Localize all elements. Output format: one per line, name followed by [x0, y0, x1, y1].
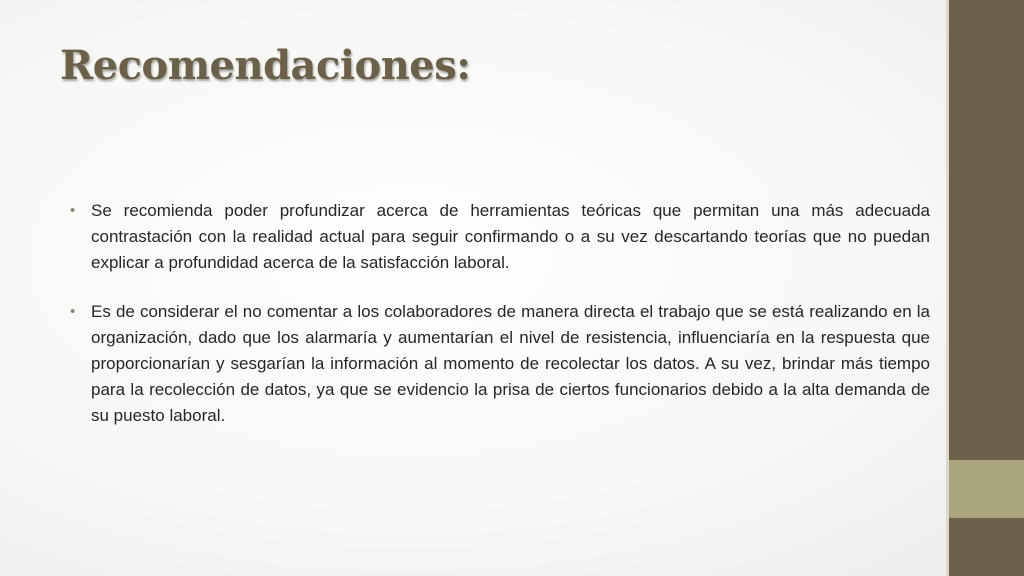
slide-title: Recomendaciones: [60, 42, 471, 89]
bullet-item [70, 198, 930, 276]
bullet-dot-icon: • [70, 303, 76, 320]
decorative-sidebar [946, 0, 1024, 576]
bullet-dot-icon: • [70, 202, 76, 219]
bullet-text: Es de considerar el no comentar a los colaboradores de manera directa el trabajo que se está realizando en la organización, dado que los alarmaría y aumentarían el nivel de resistencia, influenciaría en la respuesta que proporcionarían y sesgarían la información al momento de recolectar los datos. A su vez, brindar más tiempo para la recolección de datos, ya que se evidencio la prisa de ciertos funcionarios debido a la alta demanda de su puesto laboral. [91, 302, 930, 425]
sidebar-accent-block [949, 460, 1024, 518]
bullet-text: Se recomienda poder profundizar acerca de herramientas teóricas que permitan una más adecuada contrastación con la realidad actual para seguir confirmando o a su vez descartando teorías que no puedan explicar a profundidad acerca de la satisfacción laboral. [91, 201, 930, 272]
bullet-list [70, 198, 930, 452]
bullet-item [70, 299, 930, 429]
